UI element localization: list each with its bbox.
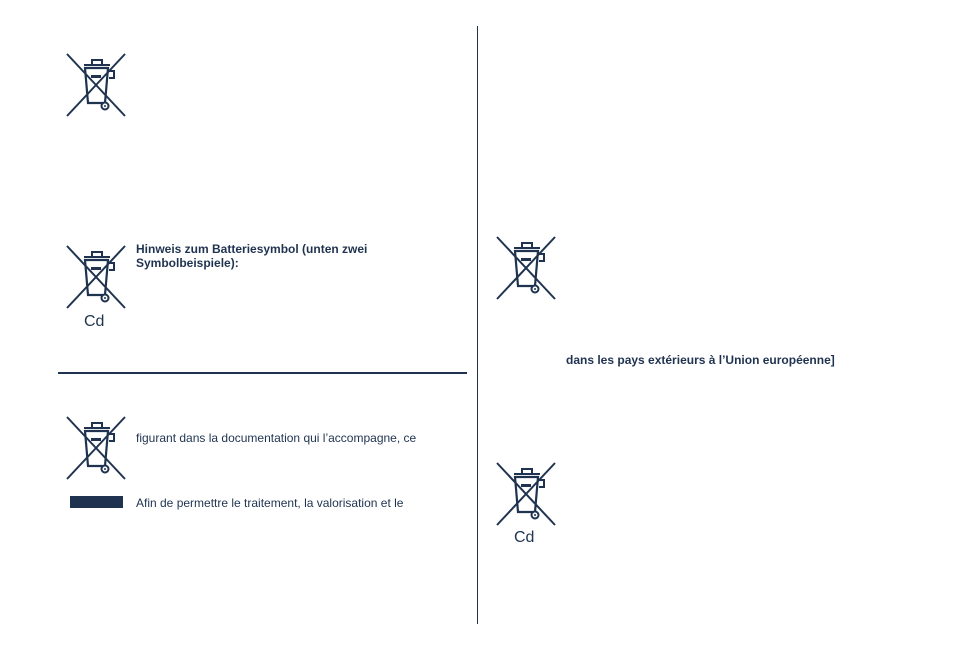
weee-bin-icon-right [494,234,558,302]
battery-heading-line2: Symbolbeispiele): [136,256,239,270]
cadmium-label: Cd [84,313,105,330]
weee-bin-icon [64,51,128,119]
battery-bin-icon-right [494,460,558,528]
cadmium-label-right: Cd [514,529,535,546]
outside-eu-heading: dans les pays extérieurs à l’Union européenne] [566,353,835,367]
weee-bin-icon-fr [64,414,128,482]
section-divider [58,372,467,374]
fr-paragraph-line-2: Afin de permettre le traitement, la valorisation et le [136,496,404,510]
battery-bin-icon [64,243,128,311]
fr-paragraph-line: figurant dans la documentation qui l’accompagne, ce [136,431,417,445]
heading-bar [70,496,123,508]
column-divider [477,26,478,624]
battery-heading-line1: Hinweis zum Batteriesymbol (unten zwei [136,242,368,256]
